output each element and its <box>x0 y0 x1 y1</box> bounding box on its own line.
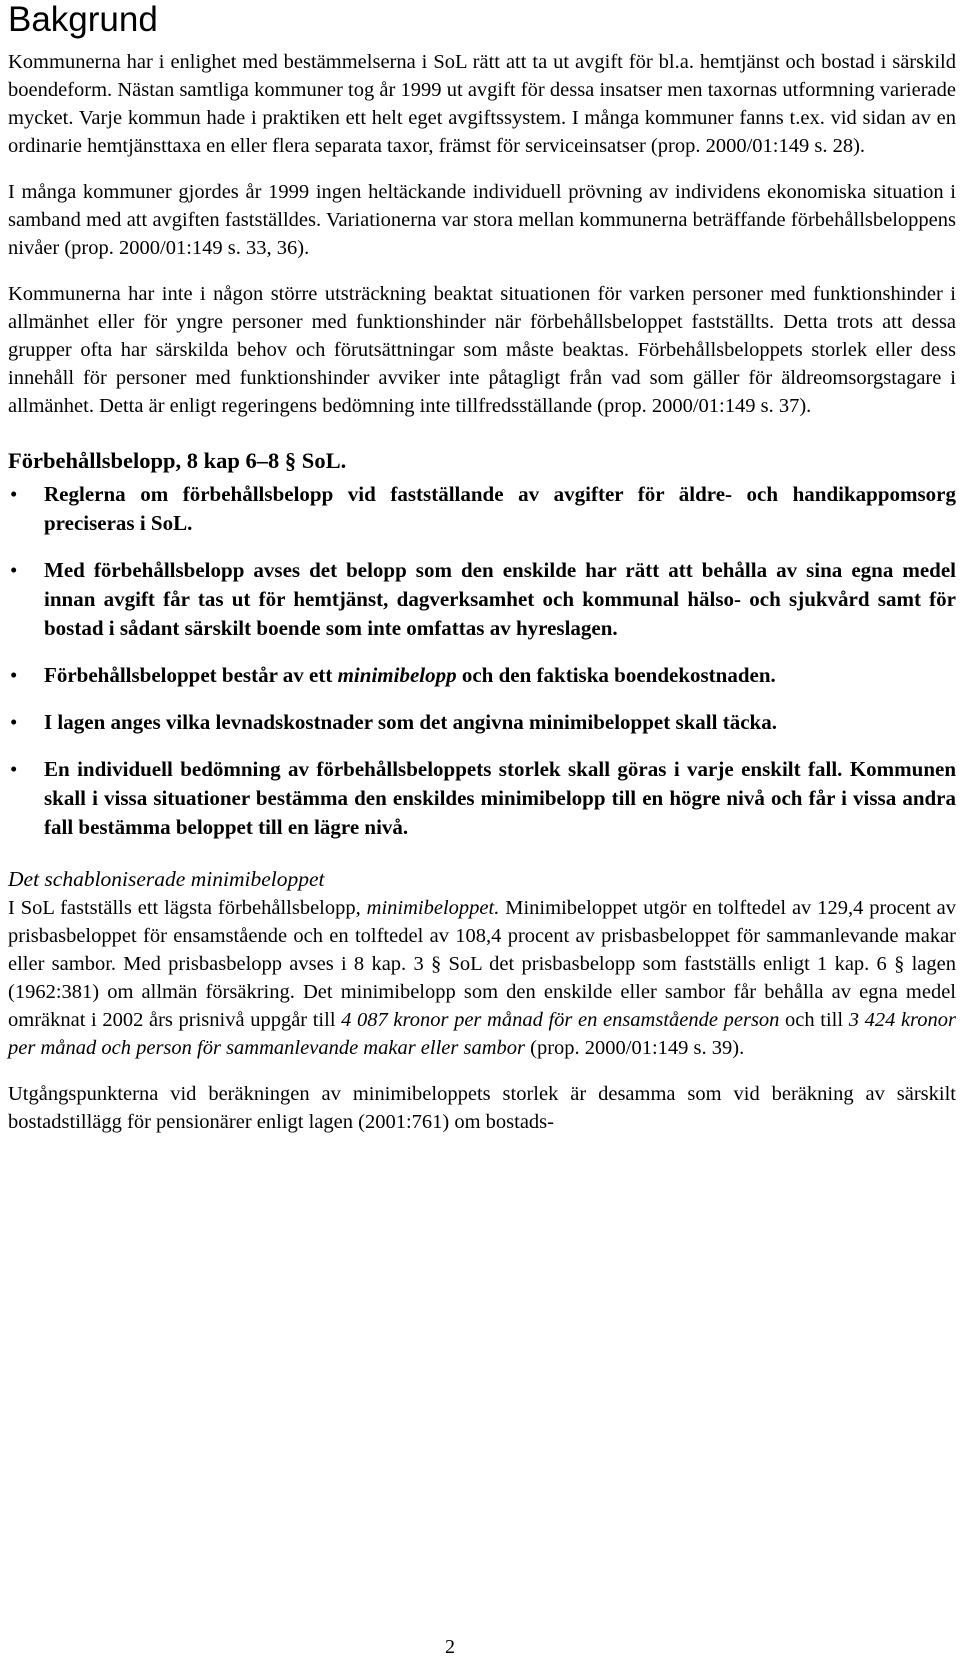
bullet-icon: • <box>10 663 18 687</box>
bullet-icon: • <box>10 482 18 506</box>
list-item-text-before: Förbehållsbeloppet består av ett <box>44 663 338 687</box>
list-item-text: I lagen anges vilka levnadskostnader som det angivna minimibeloppet skall täcka. <box>44 710 777 734</box>
text-emphasis: minimibeloppet. <box>366 897 500 919</box>
bullet-icon: • <box>10 757 18 781</box>
text-run: Minimibeloppet utgör en tolftedel av 129,4 procent av prisbasbeloppet för ensamstående och en tolftedel av 108,4 procent av prisbasbeloppet för sammanlevande makar eller sambor. Med prisbasbelopp avses i 8 kap. 3 § SoL det prisbasbelopp som fastställs enligt 1 kap. 6 § lagen (1962:381) om allmän försäkring. Det minimibelopp som den enskilde eller sambor får behålla av egna medel omräknat i 2002 års prisnivå uppgår till <box>8 897 956 1031</box>
bullet-list <box>8 480 956 842</box>
bullet-icon: • <box>10 558 18 582</box>
page-title: Bakgrund <box>8 0 158 39</box>
list-item <box>8 755 956 842</box>
text-run: och till <box>779 1009 849 1031</box>
paragraph-minimibelopp-1 <box>8 894 956 1062</box>
list-item <box>8 661 956 690</box>
paragraph-background-2: I många kommuner gjordes år 1999 ingen heltäckande individuell prövning av individens ekonomiska situation i samband med att avgiften fastställdes. Variationerna var stora mellan kommunerna beträffande förbehållsbeloppens nivåer (prop. 2000/01:149 s. 33, 36). <box>8 181 956 259</box>
document-page <box>8 0 956 1154</box>
text-emphasis: 3 424 kronor per månad och person för sammanlevande makar eller sambor <box>8 1009 956 1059</box>
list-item <box>8 480 956 538</box>
text-emphasis: 4 087 kronor per månad för en ensamstående person <box>341 1009 780 1031</box>
subsection-heading: Det schabloniserade minimibeloppet <box>8 867 325 891</box>
text-run: I SoL fastställs ett lägsta förbehållsbelopp, <box>8 897 367 919</box>
paragraph-background-1: Kommunerna har i enlighet med bestämmelserna i SoL rätt att ta ut avgift för bl.a. hemtjänst och bostad i särskild boendeform. Nästan samtliga kommuner tog år 1999 ut avgift för dessa insatser men taxornas utformning varierade mycket. Varje kommun hade i praktiken ett helt eget avgiftssystem. I många kommuner fanns t.ex. vid sidan av en ordinarie hemtjänsttaxa en eller flera separata taxor, främst för serviceinsatser (prop. 2000/01:149 s. 28). <box>8 51 956 157</box>
list-item-text-after: och den faktiska boendekostnaden. <box>456 663 776 687</box>
list-item-emphasis: minimibelopp <box>337 663 457 687</box>
list-item <box>8 708 956 737</box>
list-item-text: Reglerna om förbehållsbelopp vid fastställande av avgifter för äldre- och handikappomsorg preciseras i SoL. <box>44 482 956 535</box>
list-item <box>8 556 956 643</box>
section-heading-forbehallsbelopp: Förbehållsbelopp, 8 kap 6–8 § SoL. <box>8 448 347 473</box>
list-item-text: En individuell bedömning av förbehållsbeloppets storlek skall göras i varje enskilt fall. Kommunen skall i vissa situationer bestämma den enskildes minimibelopp till en högre nivå och får i vissa andra fall bestämma beloppet till en lägre nivå. <box>44 757 956 839</box>
paragraph-minimibelopp-2: Utgångspunkterna vid beräkningen av minimibeloppets storlek är desamma som vid beräkning av särskilt bostadstillägg för pensionärer enligt lagen (2001:761) om bostads- <box>8 1083 956 1133</box>
list-item-text: Med förbehållsbelopp avses det belopp som den enskilde har rätt att behålla av sina egna medel innan avgift får tas ut för hemtjänst, dagverksamhet och kommunal hälso- och sjukvård samt för bostad i sådant särskilt boende som inte omfattas av hyreslagen. <box>44 558 956 640</box>
page-number: 2 <box>445 1636 455 1658</box>
text-run: (prop. 2000/01:149 s. 39). <box>525 1037 745 1059</box>
paragraph-background-3: Kommunerna har inte i någon större utsträckning beaktat situationen för varken personer med funktionshinder i allmänhet eller för yngre personer med funktionshinder när förbehållsbeloppet fastställts. Detta trots att dessa grupper ofta har särskilda behov och förutsättningar som måste beaktas. Förbehållsbeloppets storlek eller dess innehåll för personer med funktionshinder avviker inte påtagligt från vad som gäller för äldreomsorgstagare i allmänhet. Detta är enligt regeringens bedömning inte tillfredsställande (prop. 2000/01:149 s. 37). <box>8 283 956 417</box>
bullet-icon: • <box>10 710 18 734</box>
